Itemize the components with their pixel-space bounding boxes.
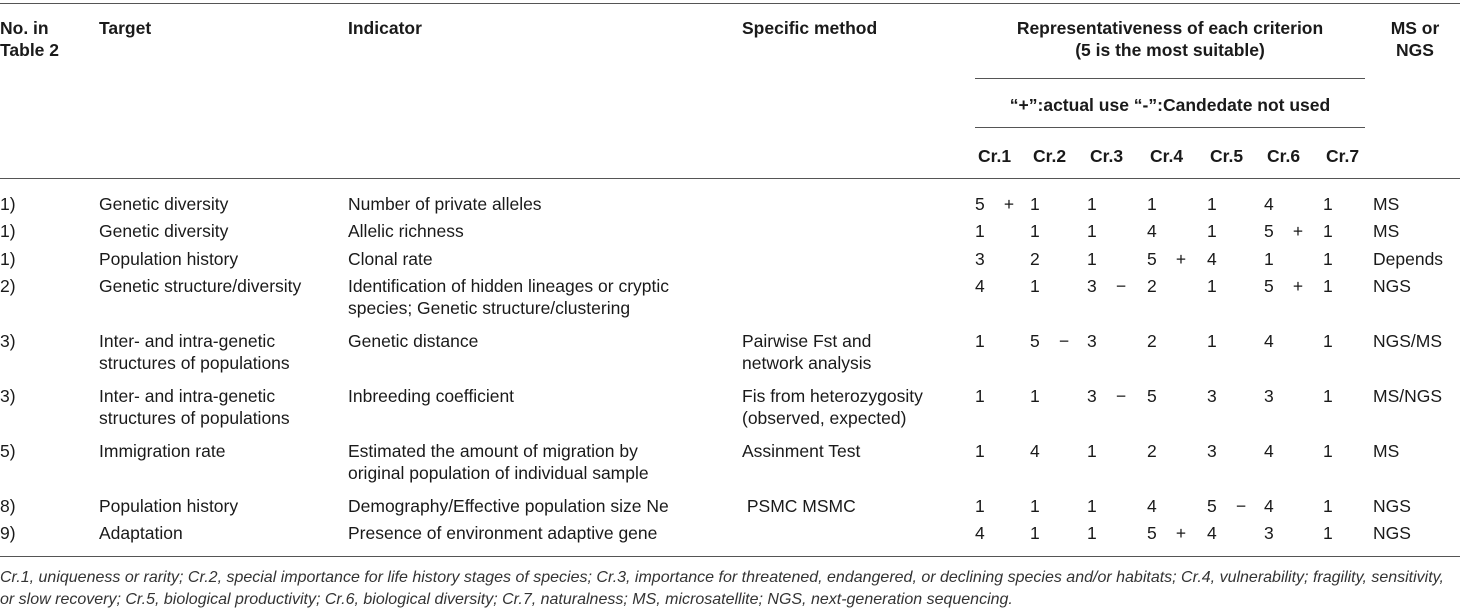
score-cr-4: 1 <box>1147 194 1157 214</box>
score-cr-7: 1 <box>1323 249 1333 269</box>
header-rule <box>0 178 1460 179</box>
score-cr-6: 3 <box>1264 523 1274 543</box>
score-cr-7: 1 <box>1323 194 1333 214</box>
row-target-line: Adaptation <box>99 523 183 543</box>
score-cr-2: 2 <box>1030 249 1040 269</box>
row-target <box>99 495 238 517</box>
score-cr-2: 1 <box>1030 496 1040 516</box>
header-cr-1: Cr.1 <box>978 146 1012 166</box>
score-cr-4: 4 <box>1147 221 1157 241</box>
score-cr-6: 5 <box>1264 276 1274 296</box>
score-cr-1: 4 <box>975 276 985 296</box>
row-ms-or-ngs: MS <box>1373 221 1400 241</box>
row-indicator-line: Allelic richness <box>348 221 464 241</box>
score-cr-4: 5 <box>1147 523 1157 543</box>
header-cr-4: Cr.4 <box>1150 146 1184 166</box>
score-cr-1: 3 <box>975 249 985 269</box>
row-target-line: Inter- and intra-genetic <box>99 386 276 406</box>
top-rule <box>0 3 1460 4</box>
score-cr-2: 4 <box>1030 441 1040 461</box>
header-ms-line1: MS or <box>1390 18 1440 38</box>
row-target-line: structures of populations <box>99 353 290 373</box>
header-cr-5: Cr.5 <box>1210 146 1244 166</box>
row-indicator-line: Genetic distance <box>348 331 479 351</box>
header-method: Specific method <box>742 18 878 38</box>
usage-mark-cr-4: + <box>1175 523 1187 543</box>
row-method <box>742 495 856 517</box>
row-indicator-line: Presence of environment adaptive gene <box>348 523 658 543</box>
score-cr-6: 4 <box>1264 194 1274 214</box>
score-cr-2: 1 <box>1030 276 1040 296</box>
row-indicator <box>348 220 464 242</box>
score-cr-5: 3 <box>1207 386 1217 406</box>
score-cr-7: 1 <box>1323 496 1333 516</box>
score-cr-4: 5 <box>1147 249 1157 269</box>
score-cr-5: 4 <box>1207 249 1217 269</box>
score-cr-3: 1 <box>1087 441 1097 461</box>
header-legend: “+”:actual use “-”:Candedate not used <box>1009 95 1331 115</box>
row-indicator <box>348 248 433 270</box>
row-indicator-line: Clonal rate <box>348 249 433 269</box>
usage-mark-cr-3: − <box>1115 386 1127 406</box>
score-cr-1: 1 <box>975 441 985 461</box>
score-cr-1: 1 <box>975 331 985 351</box>
score-cr-5: 5 <box>1207 496 1217 516</box>
usage-mark-cr-4: + <box>1175 249 1187 269</box>
score-cr-5: 1 <box>1207 276 1217 296</box>
row-target-line: Immigration rate <box>99 441 226 461</box>
bottom-rule <box>0 556 1460 557</box>
row-method <box>742 385 923 429</box>
score-cr-4: 2 <box>1147 331 1157 351</box>
score-cr-5: 4 <box>1207 523 1217 543</box>
row-target-line: Genetic structure/diversity <box>99 276 302 296</box>
score-cr-7: 1 <box>1323 386 1333 406</box>
header-no-line1: No. in <box>0 18 49 38</box>
row-ms-or-ngs: MS <box>1373 194 1400 214</box>
row-indicator-line: Estimated the amount of migration by <box>348 441 638 461</box>
score-cr-1: 4 <box>975 523 985 543</box>
row-target <box>99 440 225 462</box>
score-cr-7: 1 <box>1323 331 1333 351</box>
row-target-line: Inter- and intra-genetic <box>99 331 276 351</box>
row-no: 5) <box>0 441 16 461</box>
row-indicator <box>348 193 542 215</box>
row-target <box>99 385 290 429</box>
header-cr-6: Cr.6 <box>1267 146 1301 166</box>
row-target-line: Genetic diversity <box>99 221 229 241</box>
header-cr-3: Cr.3 <box>1090 146 1124 166</box>
legend-rule <box>975 127 1365 128</box>
row-method-line: (observed, expected) <box>742 408 907 428</box>
row-ms-or-ngs: NGS/MS <box>1373 331 1443 351</box>
row-ms-or-ngs: NGS <box>1373 276 1411 296</box>
usage-mark-cr-1: + <box>1003 194 1015 214</box>
row-indicator-line: original population of individual sample <box>348 463 649 483</box>
usage-mark-cr-6: + <box>1292 276 1304 296</box>
score-cr-4: 5 <box>1147 386 1157 406</box>
row-no: 3) <box>0 331 16 351</box>
row-indicator <box>348 522 657 544</box>
score-cr-3: 1 <box>1087 194 1097 214</box>
score-cr-1: 1 <box>975 386 985 406</box>
row-ms-or-ngs: NGS <box>1373 523 1411 543</box>
row-indicator-line: species; Genetic structure/clustering <box>348 298 631 318</box>
row-no: 3) <box>0 386 16 406</box>
score-cr-2: 1 <box>1030 523 1040 543</box>
score-cr-6: 1 <box>1264 249 1274 269</box>
row-target <box>99 248 238 270</box>
row-indicator-line: Number of private alleles <box>348 194 542 214</box>
header-ms-line2: NGS <box>1396 40 1434 60</box>
usage-mark-cr-5: − <box>1235 496 1247 516</box>
score-cr-2: 5 <box>1030 331 1040 351</box>
score-cr-3: 1 <box>1087 496 1097 516</box>
row-no: 1) <box>0 249 16 269</box>
score-cr-5: 1 <box>1207 194 1217 214</box>
score-cr-7: 1 <box>1323 523 1333 543</box>
score-cr-7: 1 <box>1323 276 1333 296</box>
row-target-line: Genetic diversity <box>99 194 229 214</box>
row-indicator <box>348 440 649 484</box>
score-cr-6: 5 <box>1264 221 1274 241</box>
score-cr-1: 5 <box>975 194 985 214</box>
row-indicator-line: Demography/Effective population size Ne <box>348 496 669 516</box>
header-ms <box>1370 17 1460 61</box>
row-ms-or-ngs: Depends <box>1373 249 1444 269</box>
row-no: 1) <box>0 194 16 214</box>
row-method-line: PSMC MSMC <box>742 496 856 516</box>
row-ms-or-ngs: MS <box>1373 441 1400 461</box>
row-target-line: Population history <box>99 496 239 516</box>
row-target <box>99 275 301 297</box>
header-criterion-line2: (5 is the most suitable) <box>1075 40 1265 60</box>
usage-mark-cr-2: − <box>1058 331 1070 351</box>
row-target <box>99 220 228 242</box>
row-no: 8) <box>0 496 16 516</box>
header-indicator: Indicator <box>348 18 422 38</box>
score-cr-4: 2 <box>1147 276 1157 296</box>
usage-mark-cr-6: + <box>1292 221 1304 241</box>
score-cr-3: 3 <box>1087 386 1097 406</box>
header-criterion-line1: Representativeness of each criterion <box>1016 18 1324 38</box>
score-cr-5: 3 <box>1207 441 1217 461</box>
score-cr-3: 1 <box>1087 221 1097 241</box>
row-indicator-line: Inbreeding coefficient <box>348 386 515 406</box>
table-footnote: Cr.1, uniqueness or rarity; Cr.2, special importance for life history stages of species; Cr.3, importance for threatened, endangered, or declining species and/or habitats; Cr.4, vulnerability; fragility, sensitivity, or slow recovery; Cr.5, biological productivity; Cr.6, biological diversity; Cr.7, naturalness; MS, microsatellite; NGS, next-generation sequencing. <box>0 569 1444 608</box>
header-target: Target <box>99 18 152 38</box>
score-cr-3: 3 <box>1087 331 1097 351</box>
score-cr-3: 3 <box>1087 276 1097 296</box>
row-indicator <box>348 275 669 319</box>
score-cr-6: 4 <box>1264 496 1274 516</box>
score-cr-5: 1 <box>1207 331 1217 351</box>
score-cr-3: 1 <box>1087 249 1097 269</box>
score-cr-5: 1 <box>1207 221 1217 241</box>
score-cr-1: 1 <box>975 221 985 241</box>
row-indicator <box>348 495 669 517</box>
score-cr-6: 4 <box>1264 441 1274 461</box>
header-cr-2: Cr.2 <box>1033 146 1067 166</box>
header-cr-7: Cr.7 <box>1326 146 1360 166</box>
row-no: 2) <box>0 276 16 296</box>
row-method-line: Pairwise Fst and <box>742 331 872 351</box>
score-cr-6: 4 <box>1264 331 1274 351</box>
row-target <box>99 193 228 215</box>
row-target <box>99 330 290 374</box>
criterion-rule <box>975 78 1365 79</box>
row-no: 1) <box>0 221 16 241</box>
row-ms-or-ngs: MS/NGS <box>1373 386 1443 406</box>
row-ms-or-ngs: NGS <box>1373 496 1411 516</box>
row-no: 9) <box>0 523 16 543</box>
score-cr-2: 1 <box>1030 386 1040 406</box>
score-cr-4: 2 <box>1147 441 1157 461</box>
header-no-line2: Table 2 <box>0 40 60 60</box>
row-method-line: Assinment Test <box>742 441 861 461</box>
row-target-line: Population history <box>99 249 239 269</box>
header-no <box>0 17 59 61</box>
header-criterion <box>975 17 1365 61</box>
score-cr-1: 1 <box>975 496 985 516</box>
score-cr-2: 1 <box>1030 221 1040 241</box>
row-method-line: network analysis <box>742 353 872 373</box>
score-cr-4: 4 <box>1147 496 1157 516</box>
row-indicator <box>348 385 514 407</box>
row-target-line: structures of populations <box>99 408 290 428</box>
row-indicator-line: Identification of hidden lineages or cryptic <box>348 276 670 296</box>
row-indicator <box>348 330 478 352</box>
score-cr-7: 1 <box>1323 441 1333 461</box>
row-target <box>99 522 183 544</box>
score-cr-7: 1 <box>1323 221 1333 241</box>
score-cr-2: 1 <box>1030 194 1040 214</box>
row-method <box>742 330 871 374</box>
usage-mark-cr-3: − <box>1115 276 1127 296</box>
score-cr-6: 3 <box>1264 386 1274 406</box>
score-cr-3: 1 <box>1087 523 1097 543</box>
row-method-line: Fis from heterozygosity <box>742 386 923 406</box>
row-method <box>742 440 860 462</box>
